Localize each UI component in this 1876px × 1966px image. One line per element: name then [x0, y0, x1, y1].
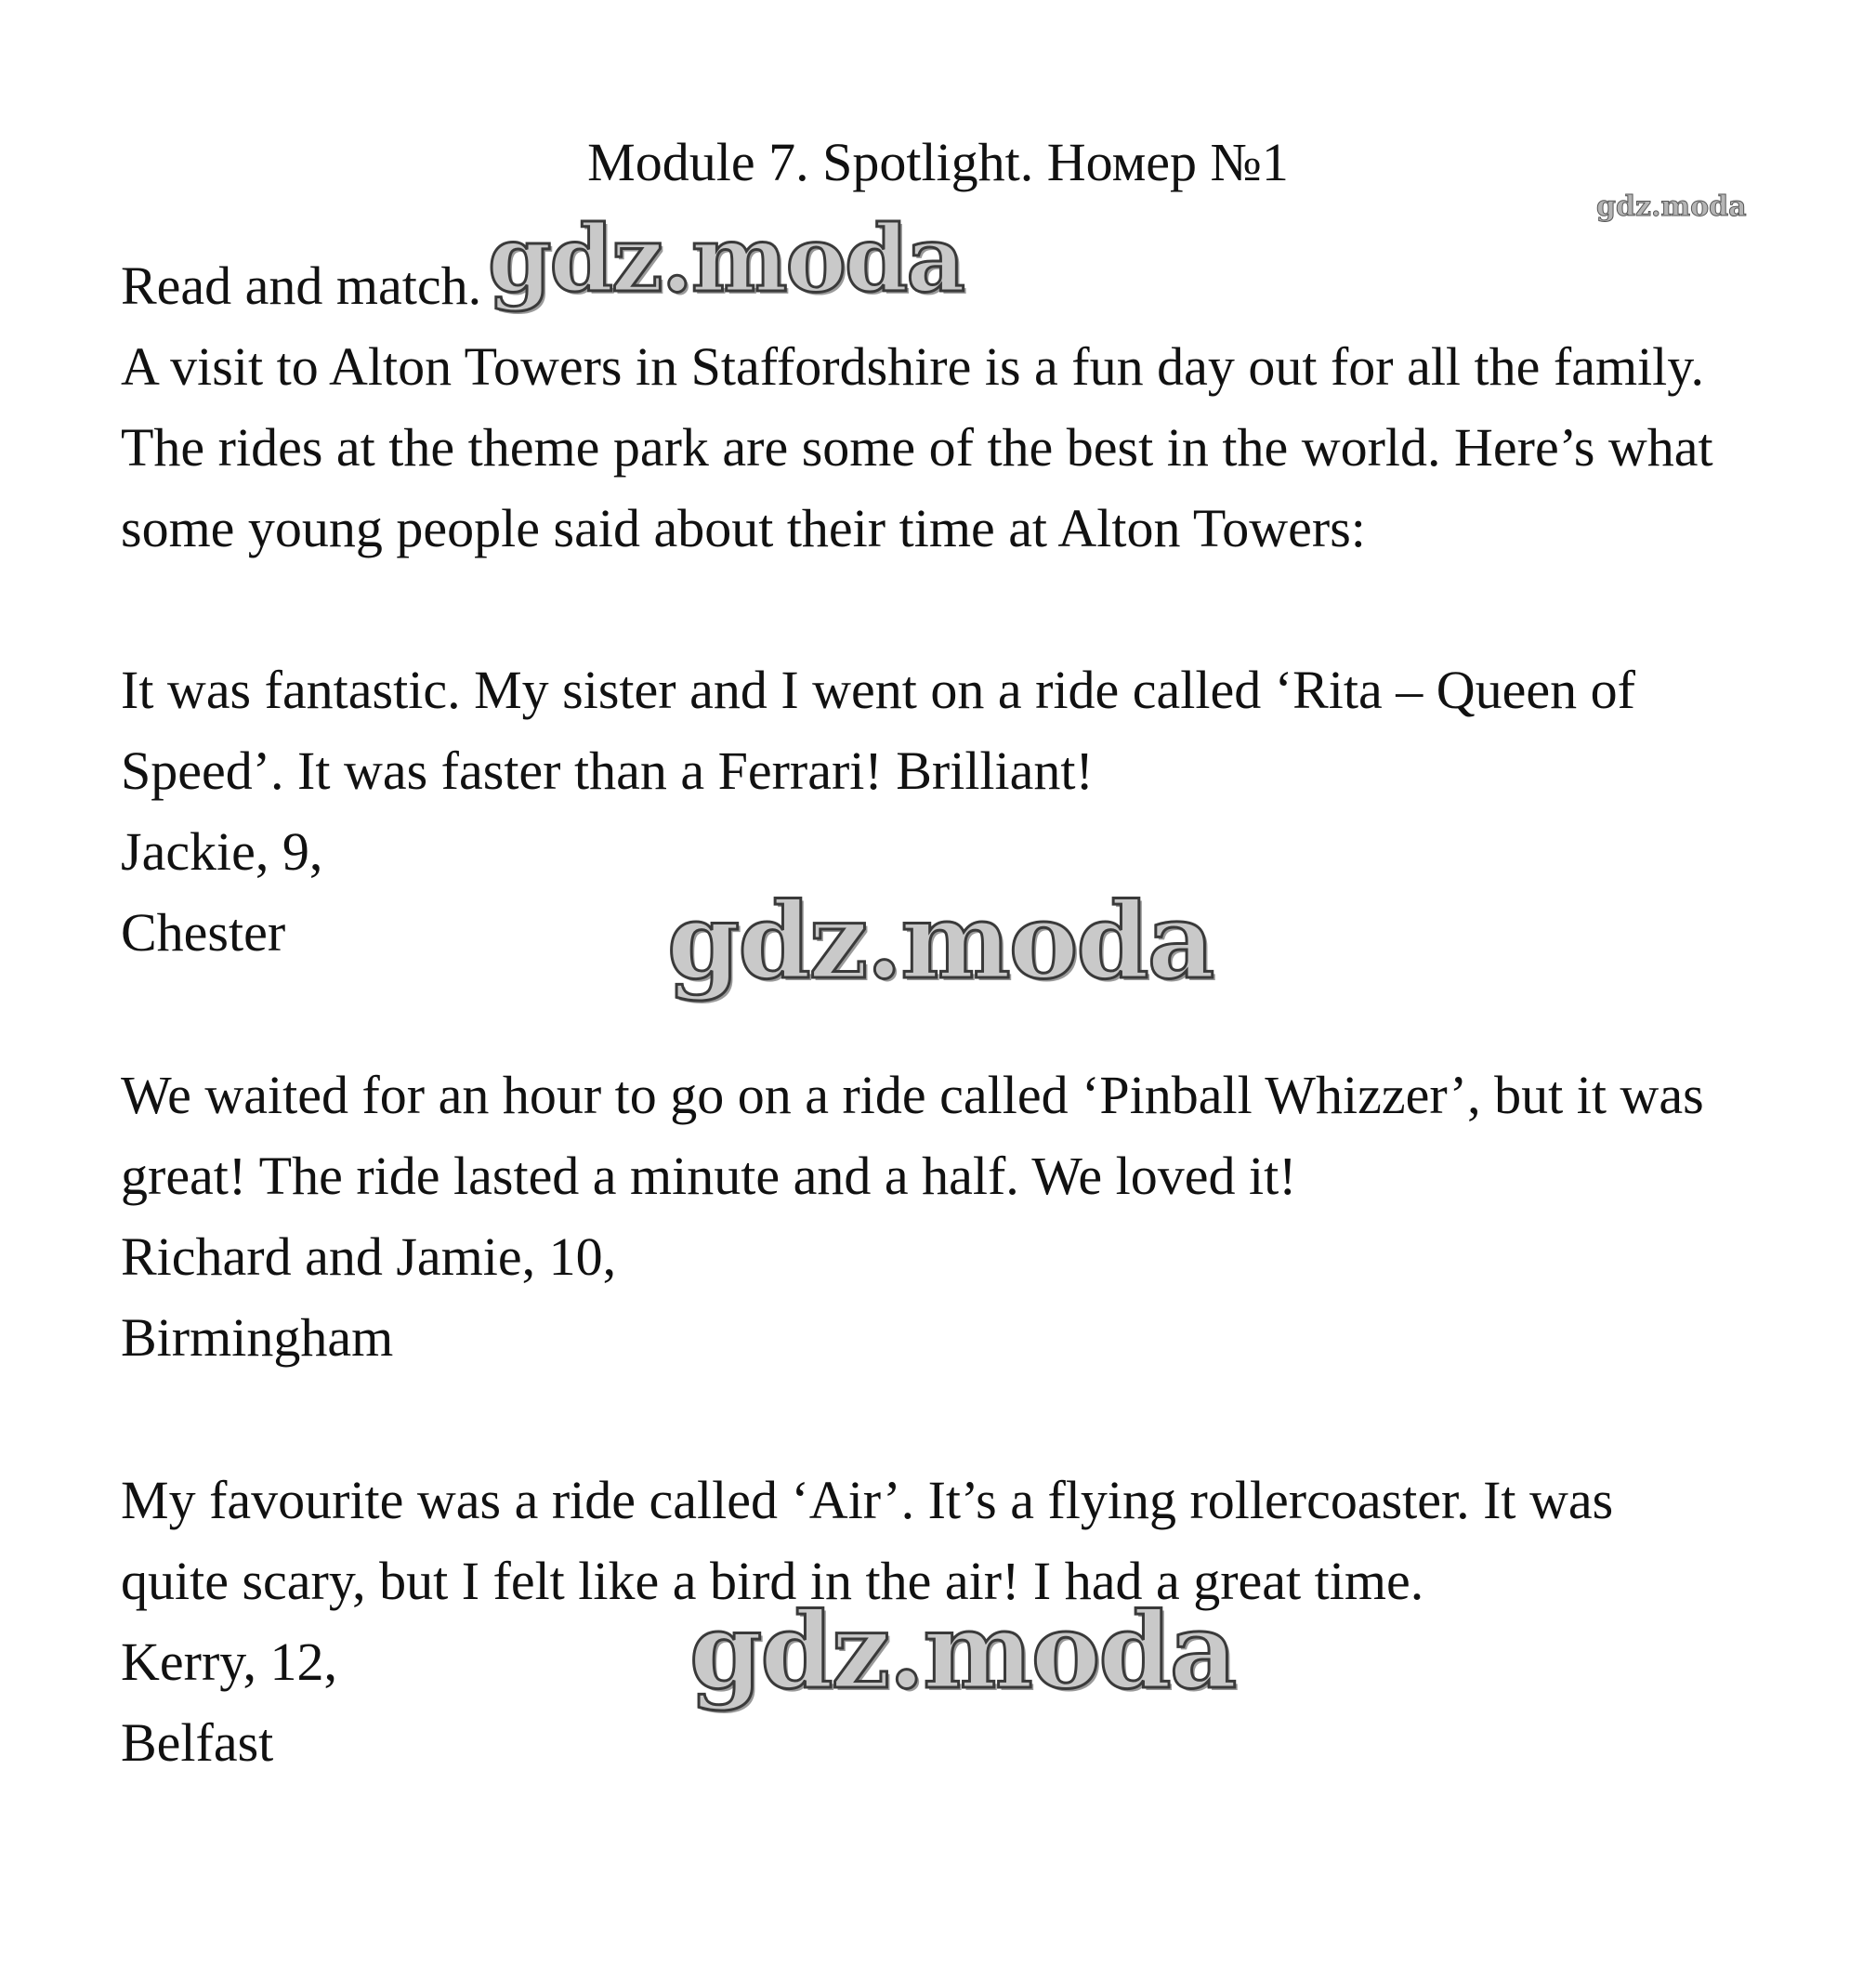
instruction: Read and match.: [121, 256, 482, 316]
intro-line-2: The rides at the theme park are some of the best in the world. Here’s what: [121, 417, 1713, 478]
review-1-line-2: Speed’. It was faster than a Ferrari! Brilliant!: [121, 741, 1094, 801]
watermark-logo: gdz.moda: [667, 881, 1213, 1003]
watermark-logo: gdz.moda: [488, 206, 964, 313]
review-1-author: Jackie, 9,: [121, 821, 323, 882]
intro-line-3: some young people said about their time at Alton Towers:: [121, 498, 1366, 558]
review-3-author: Kerry, 12,: [121, 1632, 337, 1692]
review-3-line-2: quite scary, but I felt like a bird in the air! I had a great time.: [121, 1551, 1424, 1611]
review-2-city: Birmingham: [121, 1307, 394, 1368]
review-3-line-1: My favourite was a ride called ‘Air’. It’s a flying rollercoaster. It was: [121, 1470, 1614, 1530]
watermark-logo: gdz.moda: [689, 1591, 1236, 1712]
watermark-small: gdz.moda: [1596, 190, 1747, 223]
review-2-line-2: great! The ride lasted a minute and a half. We loved it!: [121, 1146, 1297, 1206]
intro-line-1: A visit to Alton Towers in Staffordshire is a fun day out for all the family.: [121, 336, 1705, 397]
review-3-city: Belfast: [121, 1712, 274, 1773]
review-2-line-1: We waited for an hour to go on a ride called ‘Pinball Whizzer’, but it was: [121, 1065, 1704, 1125]
review-2-author: Richard and Jamie, 10,: [121, 1226, 617, 1287]
review-1-line-1: It was fantastic. My sister and I went on a ride called ‘Rita – Queen of: [121, 660, 1635, 720]
review-1-city: Chester: [121, 902, 286, 963]
page-title: Module 7. Spotlight. Номер №1: [587, 132, 1289, 192]
